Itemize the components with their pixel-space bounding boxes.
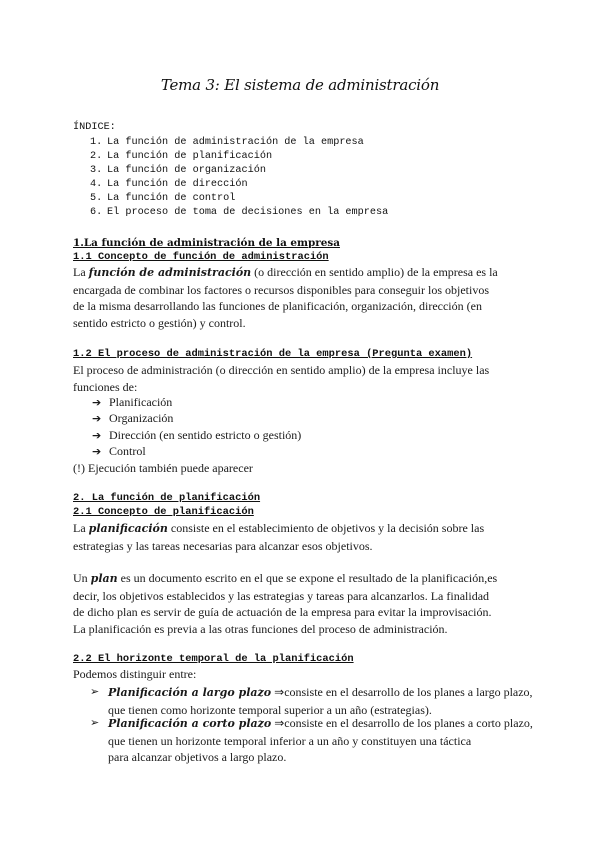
- bullet-arrowhead-icon: ➢: [90, 685, 100, 698]
- term-funcion-administracion: función de administración: [88, 266, 252, 279]
- section-2-2-intro: Podemos distinguir entre:: [73, 667, 197, 681]
- index-item: [90, 193, 235, 204]
- section-2-heading: 2. La función de planificación: [73, 492, 261, 504]
- term-corto-plazo: Planificación a corto plazo: [108, 717, 272, 730]
- arrow-right-icon: ➔: [92, 412, 102, 425]
- list-item: ➔ Organización: [92, 411, 174, 425]
- section-1-1-paragraph: La función de administración (o dirección en sentido amplio) de la empresa es la encargada de combinar los factores o recursos disponibles para conseguir los objetivos de la misma desarrollando las funciones de planificación, organización, dirección (en sentido estricto o gestión) y control.: [73, 265, 498, 330]
- term-largo-plazo: Planificación a largo plazo: [108, 686, 272, 699]
- index-item: [90, 207, 388, 218]
- index-number: 5.: [90, 193, 103, 204]
- index-number: 4.: [90, 179, 103, 190]
- bullet-item: ➢ Planificación a corto plazo ⇒consiste en el desarrollo de los planes a corto plazo, que tienen un horizonte temporal inferior a un año y constituyen una táctica para alcanzar objetivos a largo plazo.: [90, 716, 533, 765]
- index-item: [90, 137, 364, 148]
- document-title: Tema 3: El sistema de administración: [160, 76, 440, 94]
- section-1-2-heading: 1.2 El proceso de administración de la empresa (Pregunta examen): [73, 348, 473, 360]
- index-item: [90, 151, 272, 162]
- term-planificacion: planificación: [88, 522, 168, 535]
- index-item: [90, 165, 266, 176]
- list-item: ➔ Planificación: [92, 395, 173, 409]
- section-2-2-heading: 2.2 El horizonte temporal de la planificación: [73, 653, 354, 665]
- index-number: 2.: [90, 151, 103, 162]
- index-label: La función de organización: [107, 165, 266, 176]
- bullet-arrowhead-icon: ➢: [90, 716, 100, 729]
- index-item: [90, 179, 248, 190]
- section-1-2-paragraph: El proceso de administración (o dirección en sentido amplio) de la empresa incluye las funciones de:: [73, 363, 490, 394]
- index-label: La función de planificación: [107, 151, 273, 162]
- index-number: 6.: [90, 207, 103, 218]
- bullet-item: ➢ Planificación a largo plazo ⇒consiste en el desarrollo de los planes a largo plazo, que tienen como horizonte temporal superior a un año (estrategias).: [90, 685, 533, 717]
- section-2-1-heading: 2.1 Concepto de planificación: [73, 506, 254, 518]
- term-plan: plan: [90, 572, 118, 585]
- section-2-1-paragraph-1: La planificación consiste en el establecimiento de objetivos y la decisión sobre las estrategias y las tareas necesarias para alcanzar esos objetivos.: [73, 521, 485, 553]
- list-item: ➔ Dirección (en sentido estricto o gestión): [92, 428, 302, 442]
- implies-icon: ⇒: [274, 716, 285, 730]
- index-label: La función de administración de la empresa: [107, 137, 364, 148]
- implies-icon: ⇒: [274, 685, 285, 699]
- arrow-right-icon: ➔: [92, 429, 102, 442]
- section-1-heading: 1.La función de administración de la empresa: [73, 237, 340, 249]
- arrow-right-icon: ➔: [92, 445, 102, 458]
- arrow-right-icon: ➔: [92, 396, 102, 409]
- list-item: ➔ Control: [92, 444, 146, 458]
- index-number: 1.: [90, 137, 103, 148]
- index-label: El proceso de toma de decisiones en la empresa: [107, 207, 389, 218]
- note-text: (!) Ejecución también puede aparecer: [73, 461, 253, 475]
- index-heading: ÍNDICE:: [73, 122, 116, 133]
- section-1-1-heading: 1.1 Concepto de función de administración: [73, 251, 329, 263]
- section-2-1-paragraph-2: Un plan es un documento escrito en el que se expone el resultado de la planificación,es decir, los objetivos establecidos y las estrategias y tareas para alcanzarlos. La finalidad de dicho plan es servir de guía de actuación de la empresa para evitar la improvisación. La planificación es previa a las otras funciones del proceso de administración.: [73, 571, 498, 636]
- index-label: La función de dirección: [107, 179, 248, 190]
- index-label: La función de control: [107, 193, 236, 204]
- index-number: 3.: [90, 165, 103, 176]
